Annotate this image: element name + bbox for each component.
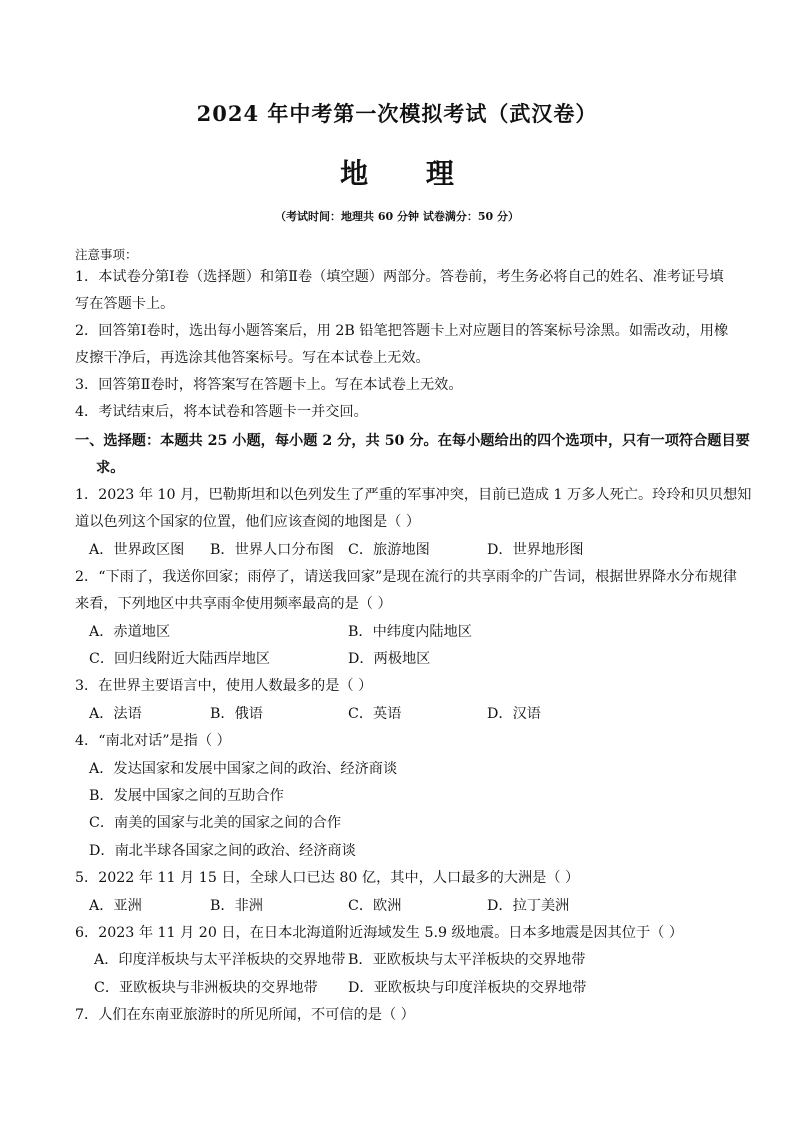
question-1-stem-cont: 道以色列这个国家的位置，他们应该查阅的地图是（ ） — [75, 514, 421, 530]
q3-option-b: B．俄语 — [210, 706, 263, 722]
note-line: 写在答题卡上。 — [75, 296, 175, 312]
q2-option-a: A．赤道地区 — [89, 624, 171, 640]
section-heading-cont: 求。 — [96, 460, 125, 476]
q5-option-d: D．拉丁美洲 — [487, 898, 570, 914]
exam-info: （考试时间：地理共 60 分钟 试卷满分：50 分） — [275, 210, 519, 223]
q2-option-d: D．两极地区 — [348, 651, 431, 667]
question-7-stem: 7．人们在东南亚旅游时的所见所闻，不可信的是（ ） — [75, 1007, 415, 1023]
q1-option-c: C．旅游地图 — [348, 542, 430, 558]
q6-option-c: C．亚欧板块与非洲板块的交界地带 — [94, 980, 318, 996]
notes-heading: 注意事项： — [75, 247, 138, 262]
note-line: 4．考试结束后，将本试卷和答题卡一并交回。 — [75, 404, 368, 420]
q4-option-b: B．发展中国家之间的互助合作 — [89, 788, 284, 804]
question-2-stem: 2．“下雨了，我送你回家；雨停了，请送我回家”是现在流行的共享雨伞的广告词，根据世界降水分布规律 — [75, 569, 737, 585]
q4-option-d: D．南北半球各国家之间的政治、经济商谈 — [89, 843, 356, 859]
exam-title: 2024 年中考第一次模拟考试（武汉卷） — [196, 101, 598, 126]
q6-option-d: D．亚欧板块与印度洋板块的交界地带 — [348, 980, 587, 996]
q6-option-a: A．印度洋板块与太平洋板块的交界地带 — [94, 952, 346, 968]
q4-option-a: A．发达国家和发展中国家之间的政治、经济商谈 — [89, 761, 398, 777]
q5-option-a: A．亚洲 — [89, 898, 142, 914]
note-line: 3．回答第Ⅱ卷时，将答案写在答题卡上。写在本试卷上无效。 — [75, 377, 463, 393]
q4-option-c: C．南美的国家与北美的国家之间的合作 — [89, 815, 342, 831]
q3-option-a: A．法语 — [89, 706, 142, 722]
section-heading: 一、选择题：本题共 25 小题，每小题 2 分，共 50 分。在每小题给出的四个选项中，只有一项符合题目要 — [75, 433, 750, 449]
q2-option-c: C．回归线附近大陆西岸地区 — [89, 651, 271, 667]
question-6-stem: 6．2023 年 11 月 20 日，在日本北海道附近海域发生 5.9 级地震。日本多地震是因其位于（ ） — [75, 925, 684, 941]
question-5-stem: 5．2022 年 11 月 15 日，全球人口已达 80 亿，其中，人口最多的大洲是（ ） — [75, 870, 580, 886]
q3-option-d: D．汉语 — [487, 706, 541, 722]
question-3-stem: 3．在世界主要语言中，使用人数最多的是（ ） — [75, 678, 373, 694]
q1-option-b: B．世界人口分布图 — [210, 542, 334, 558]
note-line: 2．回答第Ⅰ卷时，选出每小题答案后，用 2B 铅笔把答题卡上对应题目的答案标号涂黑。如需改动，用橡 — [75, 323, 729, 339]
note-line: 皮擦干净后，再选涂其他答案标号。写在本试卷上无效。 — [75, 350, 430, 366]
subject-title: 地 理 — [340, 157, 478, 190]
q3-option-c: C．英语 — [348, 706, 402, 722]
q2-option-b: B．中纬度内陆地区 — [348, 624, 472, 640]
q1-option-a: A．世界政区图 — [89, 542, 185, 558]
q5-option-b: B．非洲 — [210, 898, 263, 914]
question-4-stem: 4．“南北对话”是指（ ） — [75, 733, 231, 749]
q1-option-d: D．世界地形图 — [487, 542, 584, 558]
question-1-stem: 1．2023 年 10 月，巴勒斯坦和以色列发生了严重的军事冲突，目前已造成 1 万多人死亡。玲玲和贝贝想知 — [75, 487, 752, 503]
q6-option-b: B．亚欧板块与太平洋板块的交界地带 — [348, 952, 586, 968]
note-line: 1．本试卷分第Ⅰ卷（选择题）和第Ⅱ卷（填空题）两部分。答卷前，考生务必将自己的姓名、准考证号填 — [75, 269, 724, 285]
q5-option-c: C．欧洲 — [348, 898, 402, 914]
question-2-stem-cont: 来看，下列地区中共享雨伞使用频率最高的是（ ） — [75, 596, 392, 612]
